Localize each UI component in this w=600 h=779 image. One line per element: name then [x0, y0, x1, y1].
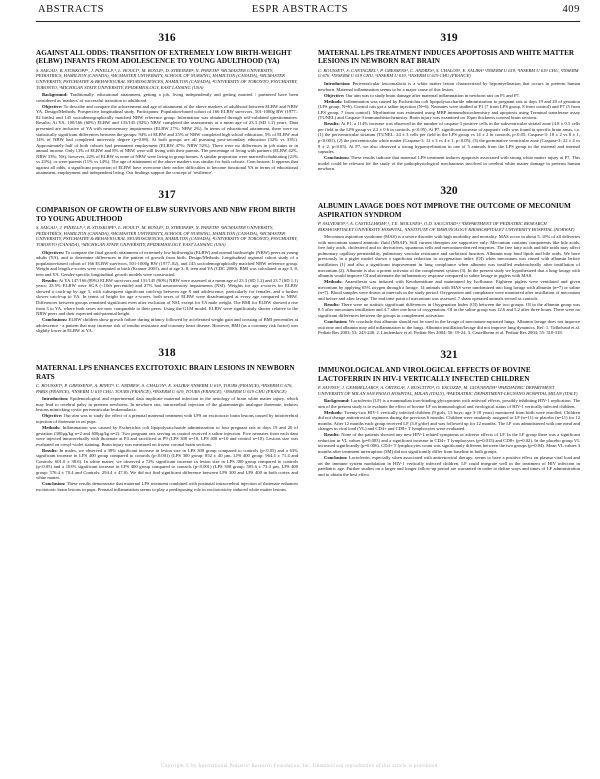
abstract-number: 318: [158, 347, 176, 360]
abstract-paragraph: Objective: Our aim was to study brain damage after maternal inflammation in newborn rats on P1 and P7.: [324, 92, 520, 98]
abstract-number: 321: [440, 349, 458, 362]
copyright-footer: Copyright © by International Pediatric Research Foundation, Inc. Unauthorized reproduction of this article is prohibited.: [161, 764, 439, 769]
abstract-paragraph: Methods: Inflammation was caused by Escherichia coli lipopolysaccharide administration to pregnant rats at days 19 and 20 of gestation (LPS group, N=6). Control rats got a saline injection (N=6). Neonates were studied at P1 (7 from LPS group, 8 from control) and P7 (5 from LPS group, 7 from control). Myelination was estimated using MBP immunohistochemistry and apoptosis using Terminal transferase assay (TUNEL) and Caspase-3 immunohistochemistry. Brain injury was examined on 10µm thickness coronal brain sections.: [318, 98, 580, 121]
abstract-paragraph: Meconium aspiration syndrome (MAS) is a severe disorder with high morbidity and mortality. MAS occur in about 5–10% of all deliveries with meconium stained amniotic fluid (MSAF). Still current therapies are supportive only. Meconium contains components like bile acids, free fatty acids, cholesterol and its derivatives, squamous cells and meconium-derived enzymes. The free fatty acids and bile acids may affect pulmonary capillary permeability, pulmonary vascular resistance and surfactant function. Albumin may bind lipids and bile acids. We have previously in a piglet model shown a significant reduction in oxygenation index (OI) when meconium was rinsed with albumin before instillation (1) and also a significant improvement in lung compliance when albumin was instilled endotracheally after instillation of meconium (2). Albumin is also a potent activator of the complement system (3). In the present study we hypothesized that a lung-lavage with albumin would improve OI and attenuate the inflammatory response compared to saline lavage in piglets with MAS.: [318, 234, 580, 279]
abstract-paragraph: Conclusions: ELBW children show growth failure during infancy followed by accelerated weight gain and crossing of BMI percentiles at adolescence - a pattern that may increase risk of insulin resistance and coronary heart disease. However, BMI (as a coronary risk factor) was slightly lower in ELBW at YA.: [36, 317, 298, 334]
abstract-number: 320: [440, 185, 458, 198]
abstract-title: MATERNAL LPS TREATMENT INDUCES APOPTOSIS AND WHITE MATTER LESIONS IN NEWBORN RAT BRAIN: [318, 49, 575, 66]
abstract-paragraph: Methods: Inflammation was caused by Escherichia coli lipopolysaccharide administration to four pregnant rats at days 19 and 20 of gestation (300µg/kg n=2 and 400µg/kg n=2). Two pregnant rats serving as control received a saline injection. Five neonates from each dam were injected intracerebrally with ibotenate at P4 and sacrificed at P9 (LPS 300 n=10, LPS 400 n=10 and control n=10). Lesions size was evaluated on cresyl-violet staining. Brain injury was measured on frozen coronal brain sections.: [36, 425, 298, 447]
abstract-paragraph: Background: Traditionally, educational attainment, getting a job, living independently and getting married / partnered have been considered as 'markers' of successful transition to adulthood.: [36, 92, 298, 103]
abstract-authors: C. ROUSSET¹, S. CANTAGREL¹, P. GRESSENS², C. ANDRES¹, S. CHALON¹, E. SALIBA¹ ¹INSERM U 619, ²INSERM U 619 CHU, ³INSERM U 676, ⁴INSERM U 619 CHU, ⁵INSERM U 619, ⁶INSERM U 619 CHU (FRANCE): [318, 67, 579, 79]
abstract-number: 316: [158, 32, 176, 44]
abstract-authors: F. SAVINO¹, J. GEMMELLARO², A. ORTEGA³, J. RUSCITTO¹, O. ESCOZZI¹, M. GIOVANNINI³ ¹PAEDIATRIC DEPARTMENT UNIVERSITY OF MILAN SAN PAOLO HOSPITAL, MILAN (ITALY), ²PAEDIATRIC DEPARTMENT-LEGNANO HOSPITAL MILAN (ITALY): [318, 384, 578, 396]
running-header-left: ABSTRACTS: [38, 4, 105, 15]
left-column: [36, 26, 298, 500]
abstract-body: [36, 92, 298, 176]
abstract-paragraph: Conclusion: These results demonstrate that maternal LPS treatment combined with postnatal intracerebral injection of ibotenate enhances excitotoxic brain lesions in pups. Prenatal inflammation seems to play a predisposing role in excitotoxicity induced white matter lesions.: [36, 481, 298, 493]
abstract-321: [318, 343, 580, 478]
abstract-title: ALBUMIN LAVAGE DOES NOT IMPROVE THE OUTCOME OF MECONIUM ASPIRATION SYNDROM: [318, 202, 571, 219]
abstract-number: 317: [158, 189, 176, 202]
abstract-paragraph: Methods: Twenty-two HIV-1 vertically infected children (9 girls, 13 boys; age 3-18 years) monitored from birth were enrolled. Children did not change antiretroviral regimens during the previous 6 months. Children were randomly assigned to LF (n=11) or placebo (n=11) for 12 months. After 12 months each group received LF (3.0 g/die) and was followed up for 12 months. The LF was administered with one meal and changes in viral load (VL) and CD4+ and CD8+ T lymphocytes were evaluated.: [318, 409, 580, 432]
abstract-body: [36, 250, 298, 334]
abstract-paragraph: Conclusion: We conclude that albumin should not be used in the lavage of meconium-aspirated lungs. Albumin lavage does not improve outcome and albumin may add inflammation to the lungs. Albumin instillation/lavage did not improve lung dynamics. Ref: 1. Tølløfsrud et al. Pediatr Res 2003; 53: 243-246. 2. Lindenskov et al. Pediatr Res 2004; 56: 19-24. 3. Castellheim et al. Pediatr Res 2004; 55: 310-318.: [318, 318, 580, 336]
abstract-paragraph: Conclusions: These results indicate that maternal LPS treatment induces apoptosis associated with strong white matter injury at P7. This model could be relevant for the study of the pathophysiological mechanisms involved in cerebral white matter damage in preterm human newborn.: [318, 155, 580, 172]
abstract-316: [36, 26, 298, 176]
abstract-paragraph: Objective: Our aim was to study the effect of a prenatal maternal treatment with LPS on excitotoxic brain lesions caused by intracerebral injection of ibotenate in rat pups.: [36, 413, 298, 424]
abstract-authors: S. SAIGAL¹, J. PINELLI¹,², B. STOSKOPF¹, L. HOULT¹, M. BOYLE³, D. STREINER⁴, N. PANETH⁵ ¹MCMASTER UNIVERSITY, PEDIATRICS, HAMILTON (CANADA), ²MCMASTER UNIVERSITY, SCHOOL OF NURSING, HAMILTON (CANADA), ³MCMASTER UNIVERSITY, PSYCHIATRY & BEHAVIOURAL NEUROSCIENCES, HAMILTON (CANADA), ⁴UNIVERSITY OF TORONTO, PSYCHIATRY, TORONTO (CANADA), ⁵MICHIGAN STATE UNIVERSITY, EPIDEMIOLOGY, EAST LANSING (USA): [36, 225, 298, 247]
abstract-318: [36, 341, 298, 493]
page-number: 409: [562, 4, 580, 15]
running-header: [0, 0, 600, 22]
abstract-317: [36, 183, 298, 334]
abstract-authors: S. SAIGAL¹, B. STOSKOPF¹, J. PINELLI¹,², L. HOULT¹, M. BOYLE³, D. STREINER⁴, N. PANETH⁵ ¹MCMASTER UNIVERSITY, PEDIATRICS, HAMILTON (CANADA), ²MCMASTER UNIVERSITY, SCHOOL OF NURSING, HAMILTON (CANADA), ³MCMASTER UNIVERSITY, PSYCHIATRY & BEHAVIOURAL NEUROSCIENCES, HAMILTON (CANADA), ⁴UNIVERSITY OF TORONTO, PSYCHIATRY, TORONTO, ⁵MICHIGAN STATE UNIVERSITY, EPIDEMIOLOGY, EAST LANSING (USA): [36, 67, 298, 90]
abstract-paragraph: Results: At P1, a 114% increase was observed in the number of caspase-3 positive cells in the subventricular striatal zone (4.8 ± 0.5 cells per field in the LPS group vs 2.2 ± 0.6 in controls, p<0.05). At P7, significant increase of apoptotic cells was found in specific brain areas, i.e. (1) the periventricular striatum (TUNEL: 24 ± 3 cells per field in the LPS group vs 14 ± 2 in controls, p<0.05; Caspase-3: 18 ± 2 vs 8 ± 1, p<0.001), (2) the periventricular white matter (Caspase-3: 12 ± 3 vs 4 ± 1, p<0.05), (3) the germinative ventricular zone (Caspase-3: 22 ± 4 vs 9 ± 2, p<0.05). At P7, we also observed a strong hypomyelination in one of 5 animals from the LPS group in the external and internal capsules.: [318, 121, 580, 155]
abstract-319: [318, 26, 580, 172]
abstract-paragraph: Objectives: To compare the final growth attainment of extremely low birthweight (ELBW) and normal birthweight (NBW) peers as young adults (YA), and to determine differences in the pattern of growth from birth. Design/Methods: Longitudinal regional cohort study of a population-based cohort of 166 ELBW survivors, 501-1000g BW (1977–82), and 145 sociodemographically matched NBW reference group. Weight and length z-scores were computed at birth (Kramer 2001), and at age 3, 8, teen and YA (CDC 2000). BMI was calculated at age 3, 8, teen and YA. Gender-specific longitudinal growth models were constructed.: [36, 249, 298, 277]
abstract-number: 319: [440, 32, 458, 44]
abstract-paragraph: Results: There were no statistic significant differences in Oxygenation Index (OI) between the two groups. OI in the albumin group was 8.5 after meconium instillation and 4.7 after one hour of oxygenation. OI in the saline group was 12.6 and 5.2 after three hours. There were no significant differences between the groups in complement activation.: [318, 301, 580, 318]
abstract-320: [318, 179, 580, 336]
right-column: [318, 26, 580, 485]
abstract-paragraph: Methods: Anaesthesia was induced with Ketobemidone and maintained by Isoflurane. Eighteen piglets were ventilated and given meconium by applying 65% oxygen through a lavage. 14 animals with MAS were randomized into lung lavage with albumin (n=7) or saline (n=7). Blood samples were drawn at intervals in the study period. Oxygenation and compliance were monitored after instillation of meconium and before and after lavage. The end time point of meconium was assessed. 7 sham operated animals served as controls.: [318, 279, 580, 301]
abstract-body: [36, 396, 298, 492]
header-rule: [36, 21, 580, 22]
abstract-paragraph: Introduction: Periventricular leucomalacia is a white matter lesion characterized by hypomyelination that occurs in preterm human newborn. Maternal inflammation seems to be a major cause of this lesion.: [318, 81, 580, 92]
abstract-authors: C. ROUSSET¹, P. GRESSENS², A. BINET³, C. ANDRES¹, S. CHALON¹, E. SALIBA¹ ¹INSERM U 619, TOURS (FRANCE), ²INSERM U 676, PARIS (FRANCE), ³INSERM U 619 CHU, TOURS (FRANCE), ⁴INSERM U 619, TOURS (FRANCE), ⁵INSERM U 619 CHU (FRANCE): [36, 383, 293, 394]
abstract-paragraph: Background: Lactoferrin (LF) is a mammalian iron-binding glycoprotein with antiviral effects, possibly inhibiting HIV-1 replication. The aim of the present study is to evaluate the effect of bovine LF on immunological and virological status of HIV-1 vertically infected children.: [318, 398, 580, 409]
abstract-body: [318, 81, 580, 172]
abstract-paragraph: Conclusion: Lactoferrin, especially when associated with antiretroviral therapy, seems to have a positive effect on plasma viral load and on the immune system modulation in HIV-1 vertically infected children. LF could integrate well in the treatment of HIV infection in paediatric age. Further studies on a larger and longer follow-up period are warranted in order to define ways and times of LF administration and to obtain the best effect.: [318, 455, 580, 477]
abstract-paragraph: Results: In males, we observed a 38% significant increase in lesion size in LPS 300 group compared to controls (p<0.05) and a 63% significant increase in LPS 400 group compared to controls (p<0.001) (LPS 300 group: 852 ± 40 µm, LPS 400 group: 964.4 ± 71.4 and Controls: 601.0 ± 38.6). In white matter, we observed a 72% significant increase in lesion size in LPS 300 group compared to controls (p<0.05) and a 103% significant increase in LPS 400 group compared to controls (p<0.001) (LPS 300 group: 505.6 ± 73.4 µm, LPS 400 group: 576.4 ± 70.4 and Controls: 294.4 ± 47.0). We did not find significant difference between LPS 300 and LPS 400 in both cortex and white matter.: [36, 447, 298, 481]
abstract-title: COMPARISON OF GROWTH OF ELBW SURVIVORS AND NBW FROM BIRTH TO YOUNG ADULTHOOD: [36, 206, 296, 223]
running-header-title: ESPR ABSTRACTS: [251, 4, 349, 15]
abstract-title: MATERNAL LPS ENHANCES EXCITOTOXIC BRAIN LESIONS IN NEWBORN RATS: [36, 364, 295, 381]
abstract-paragraph: Results: At YA 147/166 (89%) ELBW survivors and 131/145 (90%) NBW were assessed at a mean age of 23.3 (SD 1.2) and 23.7 (SD 1.1) years; 23.5% ELBW were SGA (<10th percentile) and 27% had neurosensory impairments (NSI). Weights for age z-scores for ELBW showed a catch-up by age 3, with subsequent significant catch-up between age 8 and adolescence, particularly for females, and a further slower catch-up to YA. In terms of height for age z-scores, both sexes of ELBW were disadvantaged at every age compared to NBW. Differences between groups remained significant even after exclusion of NSI, except for YA male weight. The BMI for ELBW showed a rise from 3 to YA, where both sexes are now comparable to their peers. Using the GLM model, ELBW were significantly shorter relative to the NBW peers and their expected mid-parental height.: [36, 277, 298, 317]
abstract-body: [318, 398, 580, 477]
abstract-authors: P. SALVESEN¹,², A. CASTELLHEIM¹,³, T.E. MOLLNES³, O.D. SAUGSTAD¹,² ¹DEPARTMENT OF PEDIATRIC RESEARCH RIKSHOSPITALET UNIVERSITY HOSPITAL, ²INSTITUTE OF IMMUNOLOGY RIKSHOSPITALET UNIVERSITY HOSPITAL (NORWAY): [318, 221, 575, 232]
abstract-title: IMMUNOLOGICAL AND VIROLOGICAL EFFECTS OF BOVINE LACTOFERRIN IN HIV-1 VERTICALLY INFECTED CHILDREN: [318, 366, 531, 383]
abstract-paragraph: Introduction: Epidemiological and experimental data implicate maternal infection in the aetiology of brain white matter injury, which may lead to cerebral palsy in preterm newborns. In newborn rats, intracerebral injection of the glutamatergic analogue ibotenate, induces lesions mimicking cystic periventricular leukomalacia.: [36, 396, 298, 413]
abstract-body: [318, 234, 580, 335]
abstract-paragraph: Objective: To describe and compare the achievement and age of attainment of the above markers of adulthood between ELBW and NBW YA. Design/Methods: Prospective longitudinal study. Participants: Population-based cohort of 166 ELBW survivors, 501-1000g BW (1977–82 births) and 145 sociodemographically matched NBW reference group. Information was obtained through self-validated questionnaires. Results: At YA, 100/166 (60%) ELBW and 133/145 (92%) NBW completed the assessments at a mean age of 23.3 (SD 1.2) years. Data presented are inclusive of YA with neurosensory impairments (ELBW 27%; NBW 2%). In terms of educational attainment, there were no statistically significant differences between the groups: 94% of ELBW and 25% of NBW completed high school education; 5% of ELBW and 14% of NBW had completed university degree (p=0.08). At both groups are all pursuing post-secondary education (32% vs 33%). Approximately half of both cohorts had permanent employment (ELBW 47%; NBW 52%). There were no differences in job status or in annual income. Only 13% of ELBW and 8% of NBW were still living with their parents. The percentage of living with partners (ELBW 42%, NBW 33%; NS), however, 22% of ELBW vs none of NBW were living in group homes. A similar proportion were married/cohabitating (21% vs 23%), or were parents (11% vs 14%). The age of attainment of the above markers was similar for both cohorts. Conclusions: It appears that against all odds, a significant proportion of ELBW have overcome their earlier difficulties to become functional YA in terms of educational attainment, employment and independent living. Our findings support the concept of 'resilience'.: [36, 103, 298, 176]
abstract-title: AGAINST ALL ODDS: TRANSITION OF EXTREMELY LOW BIRTH-WEIGHT (ELBW) INFANTS FROM ADOLESCENCE TO YOUNG ADULTHOOD (YA): [36, 49, 292, 66]
abstract-paragraph: Results: None of the patients showed any new HIV-1 related symptoms or adverse effects of LF. In the LF group there was a significant reduction in VL values (p=0.003) and a significant increase in CD4+ T lymphocytes (p=0.015) and CD8+ (p=0.02). In the placebo group VL increased significantly (p=0.006). CD4+ T lymphocytes count was significantly different between the two groups (p=0.04). Mean VL values 3 months after treatment interruption (3M) did not significantly differ from baseline in both groups.: [318, 432, 580, 455]
